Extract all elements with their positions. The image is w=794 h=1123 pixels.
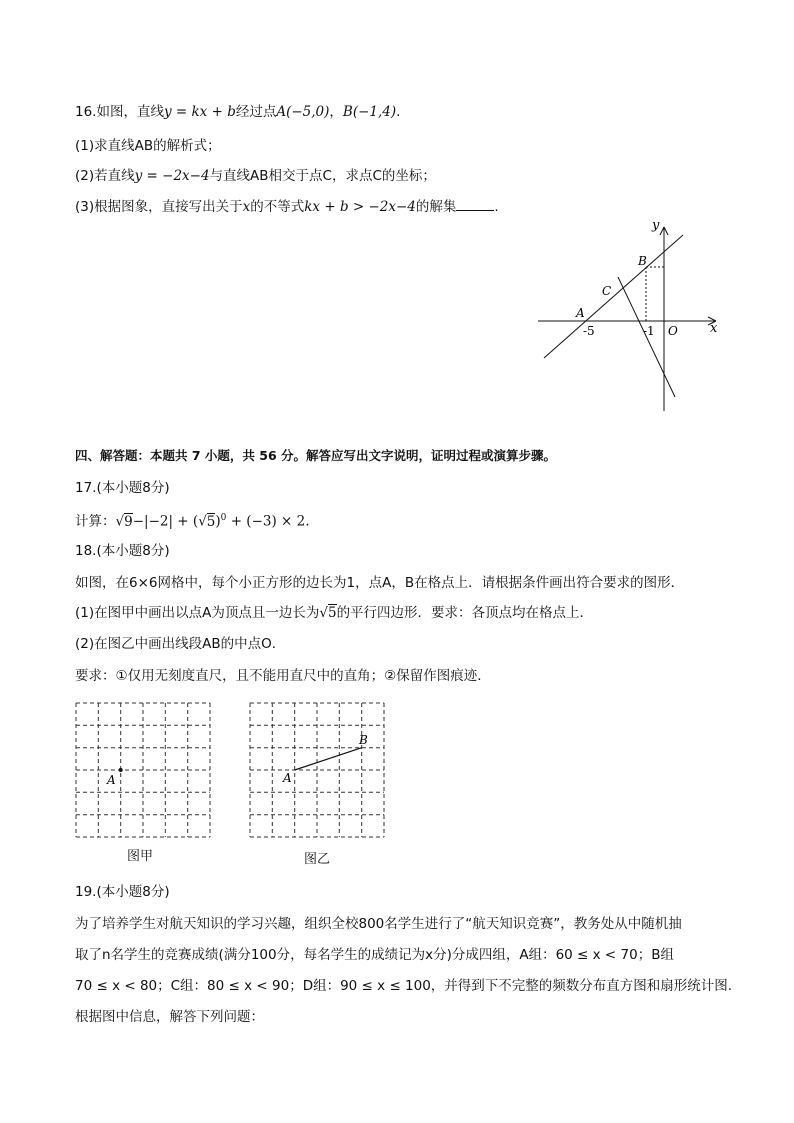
q18-part1-b: 的平行四边形．要求：各顶点均在格点上．: [336, 605, 594, 621]
q16-point-b: B(−1,4): [342, 104, 397, 120]
q17-rest-b: ): [215, 513, 221, 530]
tick-neg5: -5: [583, 324, 595, 338]
q18-part1-radicand: 5: [327, 605, 337, 621]
q16-part3-inequality: kx + b > −2x−4: [304, 199, 416, 215]
q18-part1-a: (1)在图甲中画出以点A为顶点且一边长为: [75, 605, 320, 621]
answer-blank[interactable]: [456, 198, 494, 211]
q17-rest-c: + (−3) × 2.: [226, 513, 310, 530]
line-ab: [544, 235, 683, 358]
q18-requirement: 要求：①仅用无刻度直尺，且不能用直尺中的直角；②保留作图痕迹．: [75, 668, 491, 684]
q16-text-d: .: [396, 104, 401, 120]
label-a: A: [576, 306, 585, 320]
q19-line3: 70 ≤ x < 80；C组：80 ≤ x < 90；D组：90 ≤ x ≤ 100，并得到下不完整的频数分布直方图和扇形统计图.: [75, 978, 733, 994]
q16-part1: (1)求直线AB的解析式；: [75, 138, 221, 154]
q16-text-c: ，: [329, 104, 343, 120]
q16-stem: [75, 103, 400, 121]
q17-exponent: 0: [220, 513, 227, 523]
q19-title: 19.(本小题8分): [75, 884, 170, 900]
q16-equation: y = kx + b: [163, 104, 236, 120]
q16-number: 16.: [75, 104, 97, 120]
q17-prefix: 计算：: [75, 513, 116, 530]
q17-title: 17.(本小题8分): [75, 480, 170, 496]
grid-jia-caption: 图甲: [127, 849, 154, 864]
q16-part2-a: (2)若直线: [75, 168, 135, 184]
q16-part3-x: x: [242, 199, 251, 215]
q16-part3-c: 的解集: [415, 199, 457, 215]
section4-heading: 四、解答题：本题共 7 小题，共 56 分。解答应写出文字说明，证明过程或演算步骤。: [75, 448, 557, 463]
q17-radicand-2: 5: [206, 513, 216, 530]
x-label: x: [710, 321, 718, 336]
q16-part2: [75, 167, 436, 185]
q19-line1: 为了培养学生对航天知识的学习兴趣，组织全校800名学生进行了“航天知识竞赛”，教务处从中随机抽: [75, 916, 682, 932]
q17-radicand: 9: [124, 513, 133, 530]
q17-rest-a: −|−2| + (: [132, 513, 199, 530]
y-label: y: [652, 218, 660, 233]
point-a: [119, 768, 123, 772]
q19-line2: 取了n名学生的竞赛成绩(满分100分，每名学生的成绩记为x分)分成四组，A组：60 ≤ x < 70；B组: [75, 947, 674, 963]
sqrt-icon: √: [198, 513, 207, 530]
q18-title: 18.(本小题8分): [75, 543, 170, 559]
q16-part3-b: 的不等式: [250, 199, 305, 215]
q16-graph: [530, 215, 730, 415]
grid-jia[interactable]: [75, 702, 211, 838]
grid-yi-label-b: B: [359, 733, 368, 747]
q18-part1: [75, 604, 593, 622]
sqrt-icon: √: [115, 513, 125, 530]
segment-ab: [295, 748, 362, 770]
q16-part3-end: .: [494, 199, 499, 215]
q16-part2-b: 与直线AB相交于点C，求点C的坐标；: [209, 168, 436, 184]
grid-jia-label-a: A: [107, 773, 116, 787]
q19-line4: 根据图中信息，解答下列问题：: [75, 1009, 264, 1025]
q16-point-a: A(−5,0): [276, 104, 330, 120]
q16-part3-a: (3)根据图象，直接写出关于: [75, 199, 243, 215]
q18-part2: (2)在图乙中画出线段AB的中点O．: [75, 636, 286, 652]
q16-text-a: 如图，直线: [96, 104, 164, 120]
grid-yi-label-a: A: [283, 771, 292, 785]
label-b: B: [638, 254, 647, 268]
tick-neg1: -1: [643, 324, 655, 338]
q18-intro: 如图，在6×6网格中，每个小正方形的边长为1，点A，B在格点上．请根据条件画出符合要求的图形．: [75, 575, 685, 591]
grid-yi-caption: 图乙: [304, 852, 331, 867]
sqrt-icon: √: [319, 605, 328, 621]
q16-part3: [75, 198, 499, 216]
q17-expression: [75, 509, 310, 531]
grid-yi[interactable]: [249, 702, 385, 838]
label-o: O: [668, 324, 678, 338]
label-c: C: [602, 284, 612, 298]
q16-part2-equation: y = −2x−4: [134, 168, 210, 184]
q16-text-b: 经过点: [235, 104, 277, 120]
